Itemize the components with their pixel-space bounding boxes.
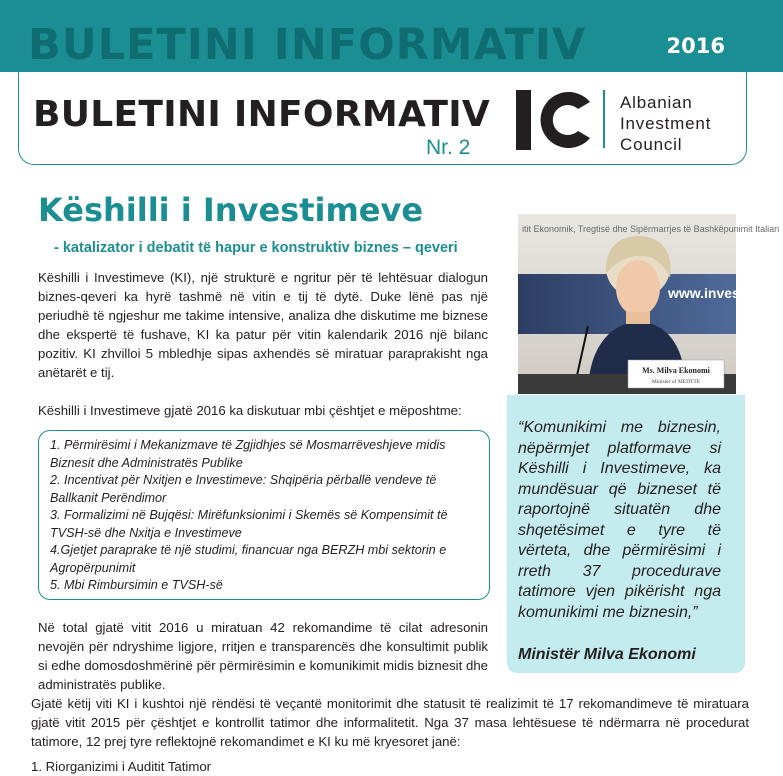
banner-year: 2016 bbox=[666, 34, 725, 58]
intro-paragraph: Këshilli i Investimeve (KI), një strukturë e ngritur për të lehtësuar dialogun biznes-qeveri ka hyrë tashmë në vitin e tij të dytë. Duke lënë pas një periudhë të ngjeshur me takime intensive, analiza dhe diskutime me biznese dhe ekspertë të fushave, KI ka patur për vitin kalendarik 2016 një bilanc pozitiv. KI zhvilloi 5 mbledhje sipas axhendës së miratuar paraprakisht nga anëtarët e tij. bbox=[38, 270, 488, 380]
list-item: 2. Incentivat për Nxitjen e Investimeve: Shqipëria përballë vendeve të Ballkanit Perëndimor bbox=[50, 473, 437, 505]
quote-author: Ministër Milva Ekonomi bbox=[518, 646, 696, 663]
list-item-cut: 1. Riorganizimi i Auditit Tatimor bbox=[31, 759, 212, 774]
banner-ghost-title: BULETINI INFORMATIV bbox=[28, 20, 587, 70]
article-subtitle: - katalizator i debatit të hapur e konstruktiv biznes – qeveri bbox=[54, 240, 458, 256]
photo-backdrop-url: www.inves bbox=[668, 285, 740, 301]
council-line-1: Albanian bbox=[620, 93, 693, 112]
minister-photo bbox=[518, 214, 780, 394]
recommendations-paragraph: Në total gjatë vitit 2016 u miratuan 42 rekomandime të cilat adresonin nevojën për ndryshime ligjore, rritjen e transparencës dhe konsultimit publik si edhe domosdoshmërinë për përmirësimin e komunikimit midis biznesit dhe administratës publike. bbox=[38, 620, 488, 692]
logo-divider bbox=[603, 90, 605, 148]
ic-logo-icon bbox=[514, 88, 594, 152]
council-line-3: Council bbox=[620, 135, 683, 154]
topics-list bbox=[50, 437, 480, 595]
list-item: 3. Formalizimi në Bujqësi: Mirëfunksionimi i Skemës së Kompensimit të TVSH-së dhe Nxitja e Investimeve bbox=[50, 508, 448, 540]
nameplate-role: Minister of MEDTTE bbox=[651, 379, 701, 385]
issue-number: Nr. 2 bbox=[426, 136, 471, 159]
top-banner bbox=[0, 0, 783, 72]
council-name bbox=[620, 92, 711, 155]
list-item: 5. Mbi Rimbursimin e TVSH-së bbox=[50, 578, 223, 592]
quote-text: “Komunikimi me biznesin, nëpërmjet platformave si Këshilli i Investimeve, ka mundësuar që bizneset të raportojnë situatën dhe shqetësimet e tyre të vërteta, dhe përmirësimi i rreth 37 procedurave tatimore vjen pikërisht nga komunikimi me biznesin,” bbox=[518, 419, 721, 621]
council-line-2: Investment bbox=[620, 114, 712, 133]
nameplate-name: Ms. Milva Ekonomi bbox=[642, 366, 710, 375]
list-item: 1. Përmirësimi i Mekanizmave të Zgjidhjes së Mosmarrëveshjeve midis Biznesit dhe Administratës Publike bbox=[50, 438, 446, 470]
monitoring-paragraph: Gjatë këtij viti KI i kushtoi një rëndësi të veçantë monitorimit dhe statusit të realizimit të 17 rekomandimeve të miratuara gjatë vitit 2015 për çështjet e kontrollit tatimor dhe informalitetit. Nga 37 masa lehtësuese të ndërmarra në procedurat tatimore, 12 prej tyre reflektojnë rekomandimet e KI ku më kryesoret janë: bbox=[31, 696, 749, 749]
article-title: Këshilli i Investimeve bbox=[38, 191, 424, 229]
topics-intro: Këshilli i Investimeve gjatë 2016 ka diskutuar mbi çështjet e mëposhtme: bbox=[38, 403, 462, 418]
photo-backdrop-text: itit Ekonomik, Tregtisë dhe Sipërmarrjes të Bashkëpunimit Italian bbox=[522, 224, 780, 234]
newsletter-title: BULETINI INFORMATIV bbox=[33, 94, 491, 135]
list-item: 4.Gjetjet paraprake të një studimi, financuar nga BERZH mbi sektorin e Agropërpunimit bbox=[50, 543, 447, 575]
